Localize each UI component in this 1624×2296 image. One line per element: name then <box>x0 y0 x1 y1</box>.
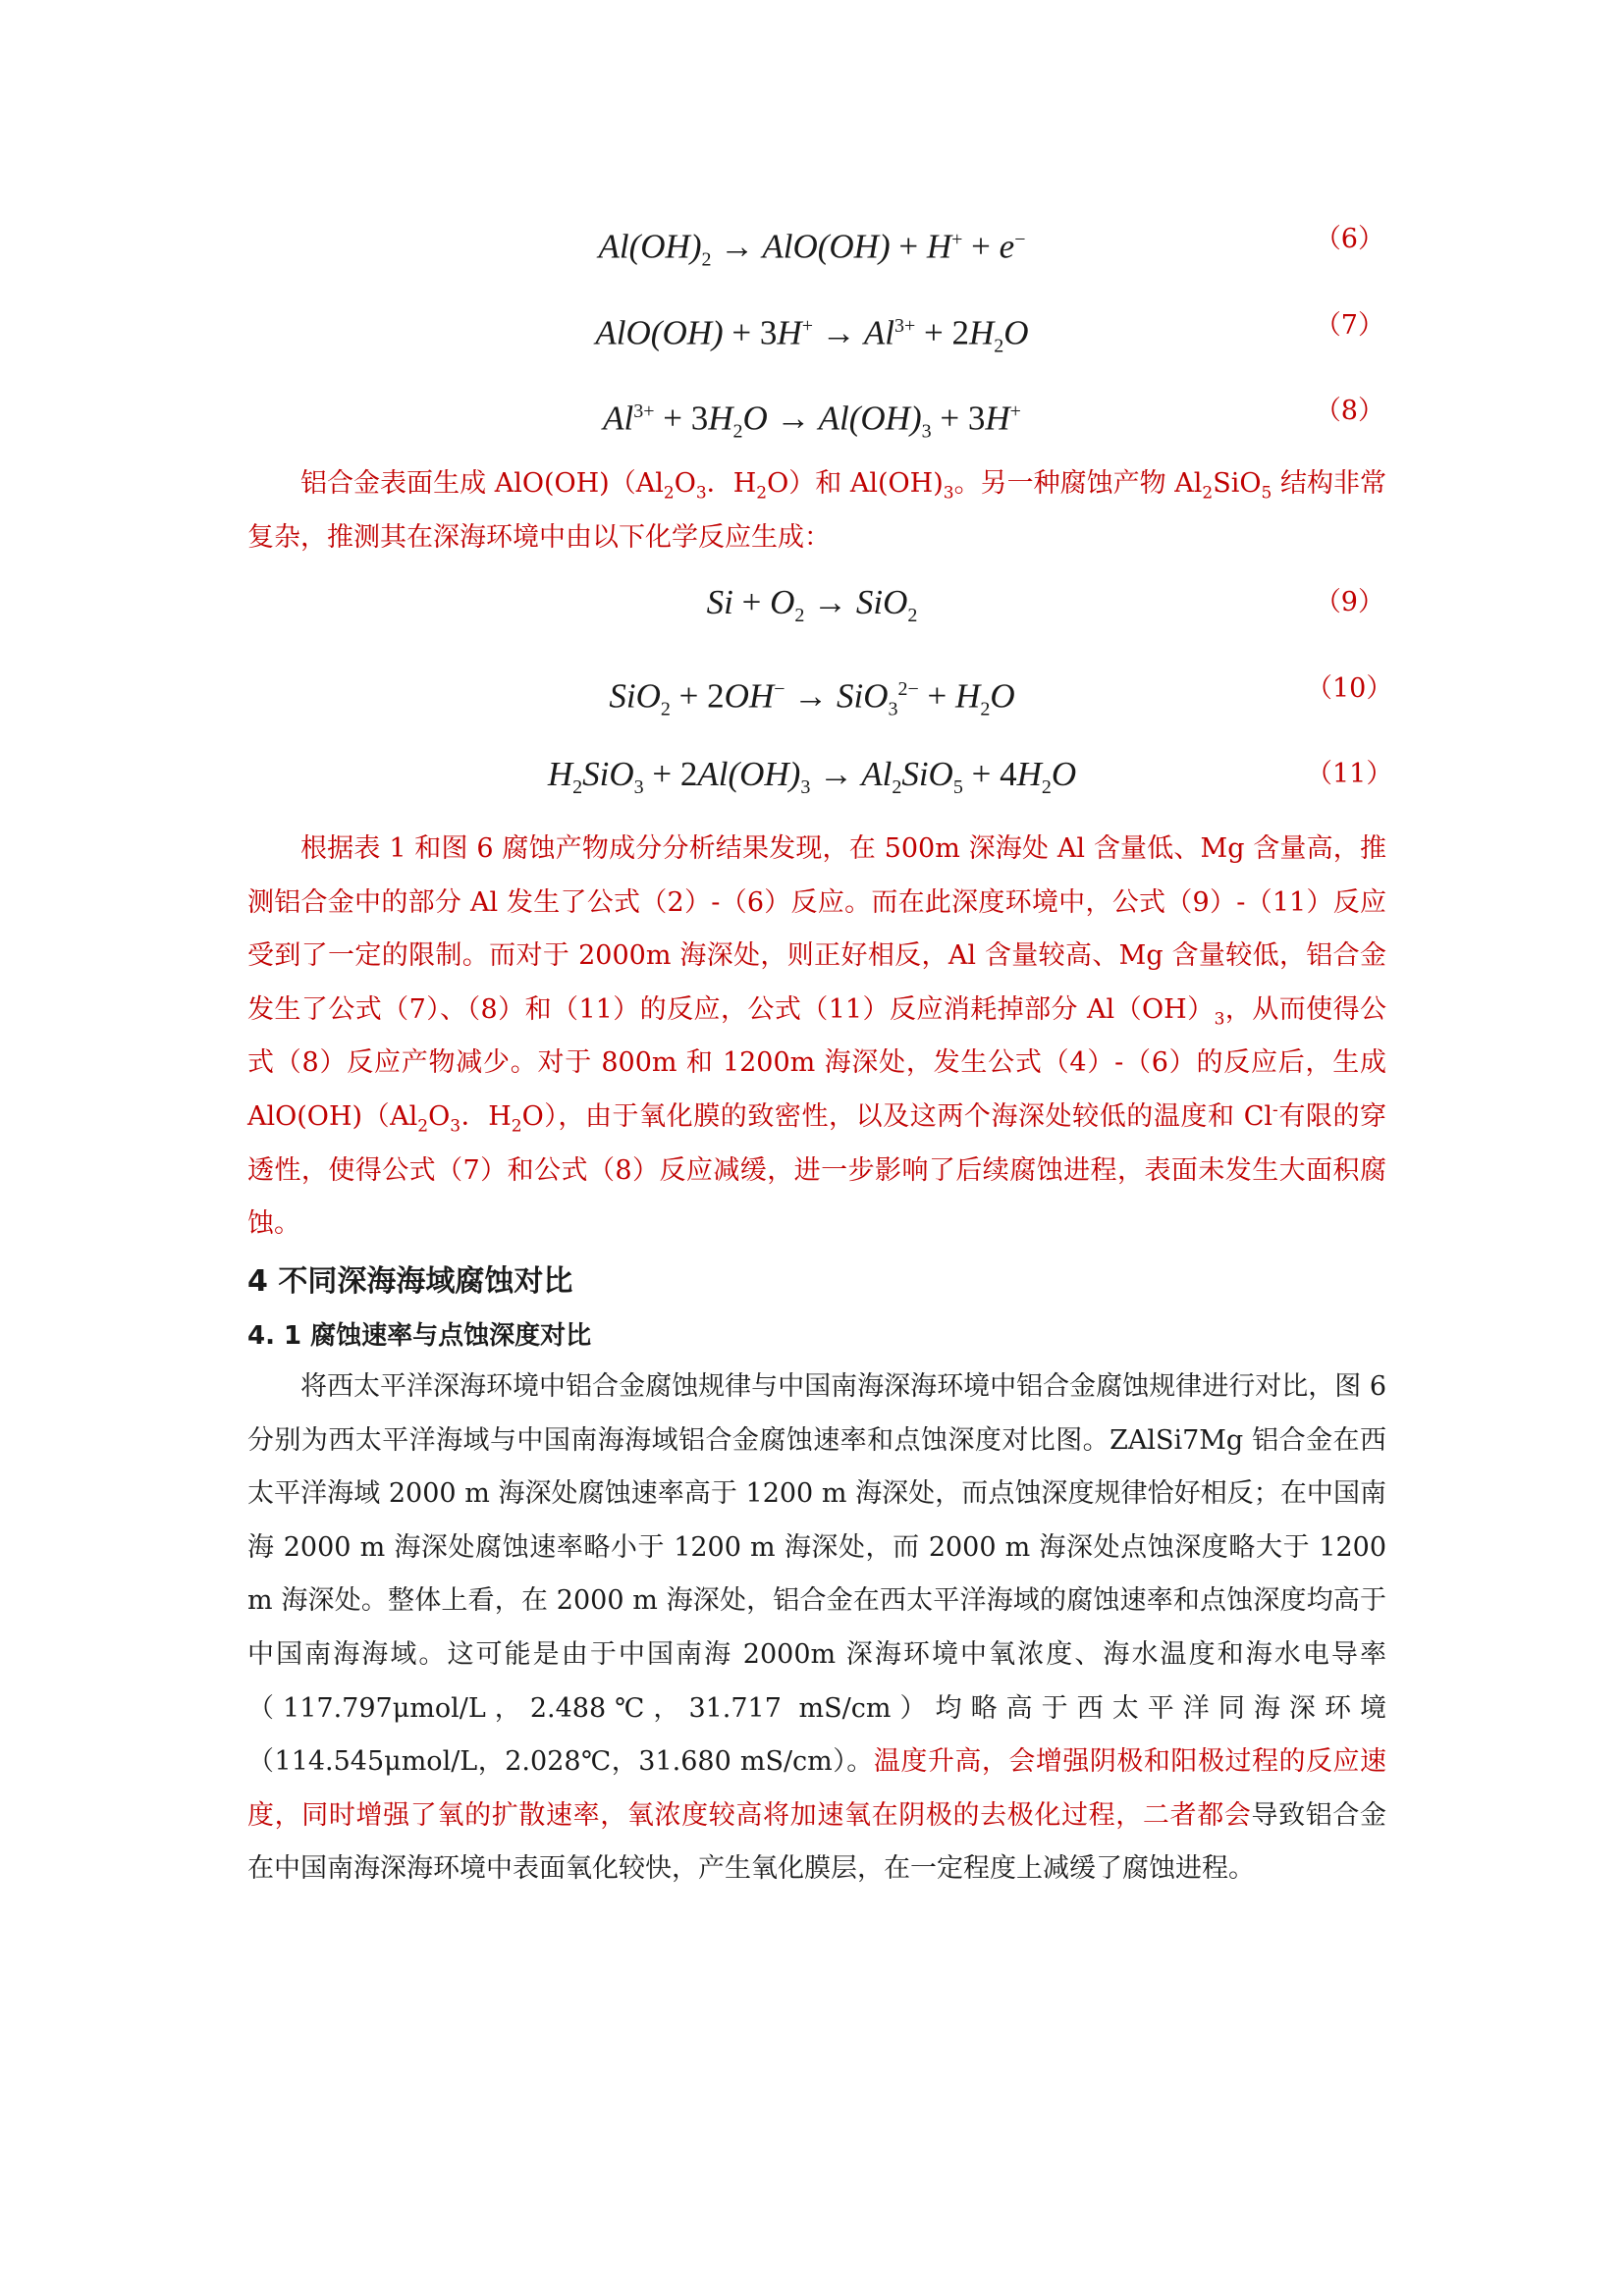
equation-8 <box>0 382 1624 441</box>
equation-7-formula: $AlO(OH) + 3H^+ \to Al^{3+} + 2H_2O$ <box>595 313 1029 357</box>
equation-7-number: （7） <box>1314 310 1384 341</box>
equation-6 <box>0 210 1624 269</box>
equation-9-number: （9） <box>1314 587 1384 617</box>
comparison-conclusion: 导致铝合金在中国南海深海环境中表面氧化较快，产生氧化膜层，在一定程度上减缓了腐蚀进程。 <box>247 1799 1387 1885</box>
section-heading: 4 不同深海海域腐蚀对比 <box>247 1264 573 1299</box>
equation-11 <box>0 745 1624 804</box>
equation-10-formula: $SiO_2 + 2OH^- \to SiO_3^{2-} + H_2O$ <box>609 676 1015 721</box>
paragraph-analysis: 根据表 1 和图 6 腐蚀产物成分分析结果发现，在 500m 深海处 Al 含量低、Mg 含量高，推测铝合金中的部分 Al 发生了公式（2）-（6）反应。而在此深度环境中，公式（9）-（11）反应受到了一定的限制。而对于 2000m 海深处，则正好相反，Al 含量较高、Mg 含量较低，铝合金发生了公式（7）、（8）和（11）的反应，公式（11）反应消耗掉部分 $Al(OH)_3$，从而使得公式（8）反应产物减少。对于 800m 和 1200m 海深处，发生公式（4）-（6）的反应后，生成 $AlO(OH)(Al_2O_3$．$H_2O$），由于氧化膜的致密性，以及这两个海深处较低的温度和 Cl-有限的穿透性，使得公式（7）和公式（8）反应减缓，进一步影响了后续腐蚀进程，表面未发生大面积腐蚀。 <box>247 833 1387 1240</box>
equation-8-number: （8） <box>1314 396 1384 426</box>
comparison-text: 将西太平洋深海环境中铝合金腐蚀规律与中国南海深海环境中铝合金腐蚀规律进行对比，图 6 分别为西太平洋海域与中国南海海域铝合金腐蚀速率和点蚀深度对比图。ZAlSi7Mg 铝合金在西太平洋海域 2000 m 海深处腐蚀速率高于 1200 m 海深处，而点蚀深度规律恰好相反；在中国南海 2000 m 海深处腐蚀速率略小于 1200 m 海深处，而 2000 m 海深处点蚀深度略大于 1200 m 海深处。整体上看，在 2000 m 海深处，铝合金在西太平洋海域的腐蚀速率和点蚀深度均高于中国南海海域。这可能是由于中国南海 2000m 深海环境中氧浓度、海水温度和海水电导率（117.797μmol/L，2.488℃，31.717 mS/cm）均略高于西太平洋同海深环境（114.545μmol/L，2.028℃，31.680 mS/cm）。 <box>247 1371 1386 1778</box>
subsection-heading: 4. 1 腐蚀速率与点蚀深度对比 <box>247 1321 592 1351</box>
equation-7 <box>0 296 1624 355</box>
comparison-highlight: 温度升高，会增强阴极和阳极过程的反应速度，同时增强了氧的扩散速率，氧浓度较高将加速氧在阴极的去极化过程，二者都会 <box>247 1746 1387 1831</box>
paragraph-aluminium-products: 铝合金表面生成 $AlO(OH)(Al_2O_3$．$H_2O$）和 $Al(OH)_3$。另一种腐蚀产物 $Al_2SiO_5$ 结构非常复杂，推测其在深海环境中由以下化学反应生成： <box>247 468 1386 553</box>
equation-9-formula: $Si + O_2 \to SiO_2$ <box>706 583 918 626</box>
equation-11-number: （11） <box>1306 759 1393 789</box>
equation-10-number: （10） <box>1306 673 1393 704</box>
equation-11-formula: $H_2SiO_3 + 2Al(OH)_3 \to Al_2SiO_5 + 4H_2O$ <box>547 755 1077 798</box>
equation-10 <box>0 660 1624 719</box>
equation-6-formula: $Al(OH)_2 \to AlO(OH) + H^+ + e^-$ <box>598 227 1026 271</box>
equation-9 <box>0 573 1624 632</box>
equation-6-number: （6） <box>1314 224 1384 254</box>
equation-8-formula: $Al^{3+} + 3H_2O \to Al(OH)_3 + 3H^+$ <box>603 399 1021 443</box>
paragraph-comparison <box>247 1361 1386 1896</box>
